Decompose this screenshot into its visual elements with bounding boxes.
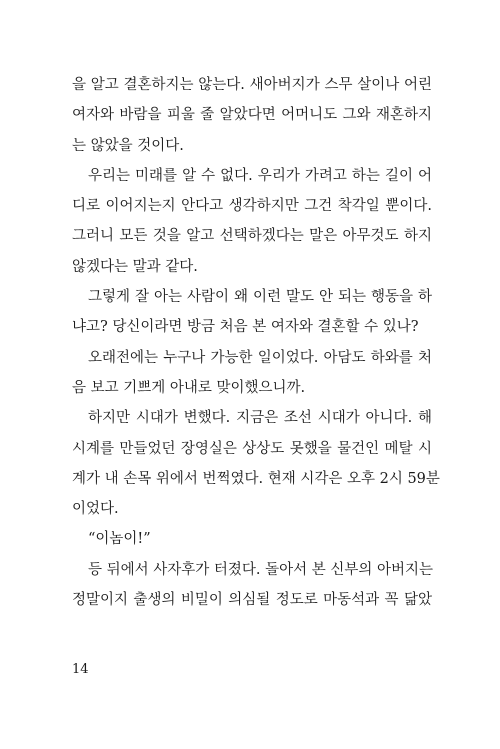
text-line-10: 오래전에는 누구나 가능한 일이었다. 아담도 하와를 처: [88, 349, 432, 366]
text-line-13: 시계를 만들었던 장영실은 상상도 못했을 물건인 메탈 시: [72, 440, 432, 457]
body-text: [72, 70, 440, 615]
text-line-16: “이놈이!”: [88, 531, 151, 548]
text-line-14: 계가 내 손목 위에서 번쩍였다. 현재 시각은 오후 2시 59분: [72, 470, 440, 487]
text-line-1: 을 알고 결혼하지는 않는다. 새아버지가 스무 살이나 어린: [72, 77, 432, 93]
text-line-11: 음 보고 기쁘게 아내로 맞이했으니까.: [72, 379, 306, 396]
text-line-18: 정말이지 출생의 비밀이 의심될 정도로 마동석과 꼭 닮았: [72, 592, 432, 609]
text-line-12: 하지만 시대가 변했다. 지금은 조선 시대가 아니다. 해: [88, 410, 432, 427]
text-line-15: 이었다.: [72, 501, 119, 518]
text-line-17: 등 뒤에서 사자후가 터졌다. 돌아서 본 신부의 아버지는: [88, 561, 434, 578]
text-line-4: 우리는 미래를 알 수 없다. 우리가 가려고 하는 길이 어: [88, 167, 432, 184]
text-line-3: 는 않았을 것이다.: [72, 137, 184, 154]
text-line-8: 그렇게 잘 아는 사람이 왜 이런 말도 안 되는 행동을 하: [88, 289, 432, 306]
text-line-7: 않겠다는 말과 같다.: [72, 258, 198, 275]
text-line-5: 디로 이어지는지 안다고 생각하지만 그건 착각일 뿐이다.: [72, 198, 432, 215]
page-number: 14: [72, 662, 89, 677]
text-line-9: 냐고? 당신이라면 방금 처음 본 여자와 결혼할 수 있나?: [72, 319, 419, 336]
text-line-2: 여자와 바람을 피울 줄 알았다면 어머니도 그와 재혼하지: [72, 107, 432, 124]
text-line-6: 그러니 모든 것을 알고 선택하겠다는 말은 아무것도 하지: [72, 228, 432, 245]
